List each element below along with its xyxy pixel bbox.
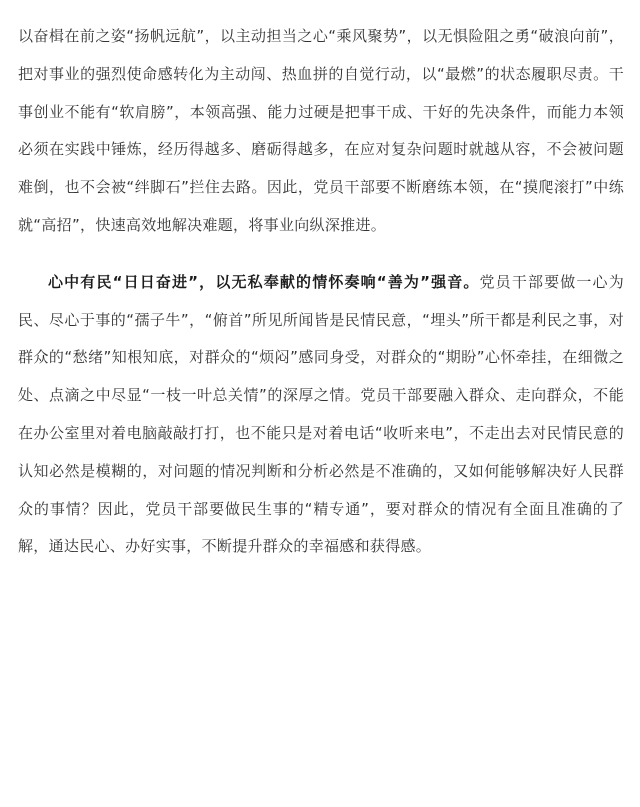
paragraph-2-lead: 心中有民“日日奋进”，以无私奉献的情怀奏响“善为”强音。 [48, 272, 480, 291]
paragraph-2-text: 党员干部要做一心为民、尽心于事的“孺子牛”，“俯首”所见所闻皆是民情民意，“埋头”所干都是利民之事，对群众的“愁绪”知根知底，对群众的“烦闷”感同身受，对群众的“期盼”心怀牵挂，在细微之处、点滴之中尽显“一枝一叶总关情”的深厚之情。党员干部要融入群众、走向群众，不能在办公室里对着电脑敲敲打打，也不能只是对着电话“收听来电”，不走出去对民情民意的认知必然是模糊的，对问题的情况判断和分析必然是不准确的，又如何能够解决好人民群众的事情？因此，党员干部要做民生事的“精专通”，要对群众的情况有全面且准确的了解，通达民心、办好实事，不断提升群众的幸福感和获得感。 [18, 272, 624, 556]
paragraph-1 [18, 18, 624, 245]
paragraph-1-text: 以奋楫在前之姿“扬帆远航”，以主动担当之心“乘风聚势”，以无惧险阻之勇“破浪向前”，把对事业的强烈使命感转化为主动闯、热血拼的自觉行动，以“最燃”的状态履职尽责。干事创业不能有“软肩膀”，本领高强、能力过硬是把事干成、干好的先决条件，而能力本领必须在实践中锤炼，经历得越多、磨砺得越多，在应对复杂问题时就越从容，不会被问题难倒，也不会被“绊脚石”拦住去路。因此，党员干部要不断磨练本领，在“摸爬滚打”中练就“高招”，快速高效地解决难题，将事业向纵深推进。 [18, 27, 624, 234]
paragraph-2 [18, 264, 624, 566]
document-body [18, 18, 624, 566]
